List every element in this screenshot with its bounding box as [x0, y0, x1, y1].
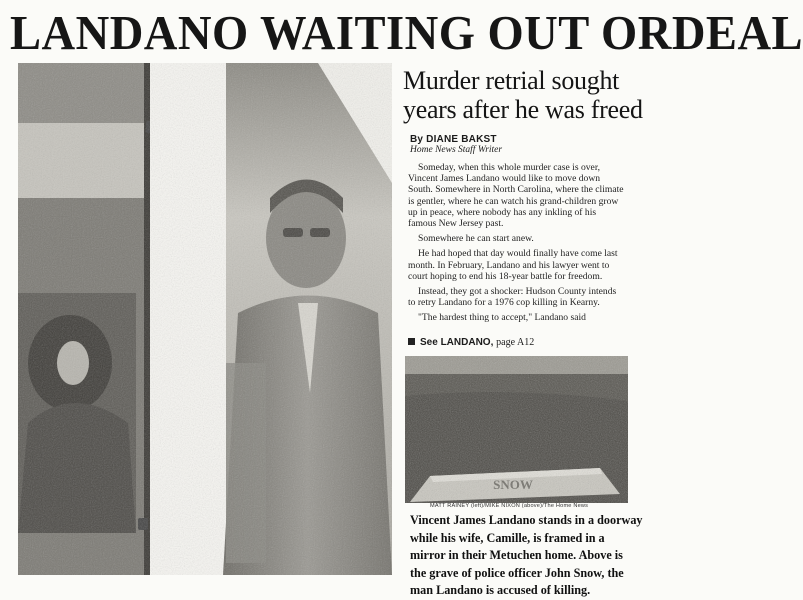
doorway-photo-graphic	[18, 63, 392, 575]
jump-line	[408, 337, 628, 348]
story-paragraph: Instead, they got a shocker: Hudson County intends to retry Landano for a 1976 cop killing in Kearny.	[408, 286, 617, 309]
story-body	[408, 162, 626, 328]
story-paragraph: He had hoped that day would finally have come last month. In February, Landano and his lawyer went to court hoping to end his 18-year battle for freedom.	[408, 248, 618, 282]
caption-line: man Landano is accused of killing.	[410, 583, 591, 597]
caption-line: while his wife, Camille, is framed in a	[410, 530, 605, 545]
jump-label: See LANDANO,	[420, 337, 494, 348]
story-paragraph: "The hardest thing to accept," Landano said	[418, 312, 586, 324]
photo-caption	[410, 512, 643, 597]
deck-line: Murder retrial sought	[403, 66, 620, 95]
grave-photo	[405, 356, 628, 503]
caption-line: the grave of police officer John Snow, the	[410, 565, 624, 580]
headline: LANDANO WAITING OUT ORDEAL	[10, 5, 803, 60]
caption-line: Vincent James Landano stands in a doorway	[410, 513, 643, 527]
byline: By DIANE BAKST	[410, 134, 497, 145]
deck-headline	[403, 66, 643, 124]
doorway-photo	[18, 63, 392, 575]
story-paragraph: Someday, when this whole murder case is over, Vincent James Landano would like to move down South. Somewhere in North Carolina, where the climate is gentler, where he can watch his grand-children grow up in peace, where nobody has any inkling of his famous New Jersey past.	[408, 162, 624, 230]
square-bullet-icon	[408, 338, 415, 345]
byline-role: Home News Staff Writer	[410, 145, 503, 155]
grave-photo-graphic	[405, 356, 628, 503]
jump-page: page A12	[496, 337, 535, 348]
caption-line: mirror in their Metuchen home. Above is	[410, 548, 623, 562]
photo-credit: MATT RAINEY (left)/MIKE NIXON (above)/The Home News	[430, 503, 589, 509]
story-paragraph: Somewhere he can start anew.	[418, 233, 534, 245]
deck-line: years after he was freed	[403, 95, 643, 124]
